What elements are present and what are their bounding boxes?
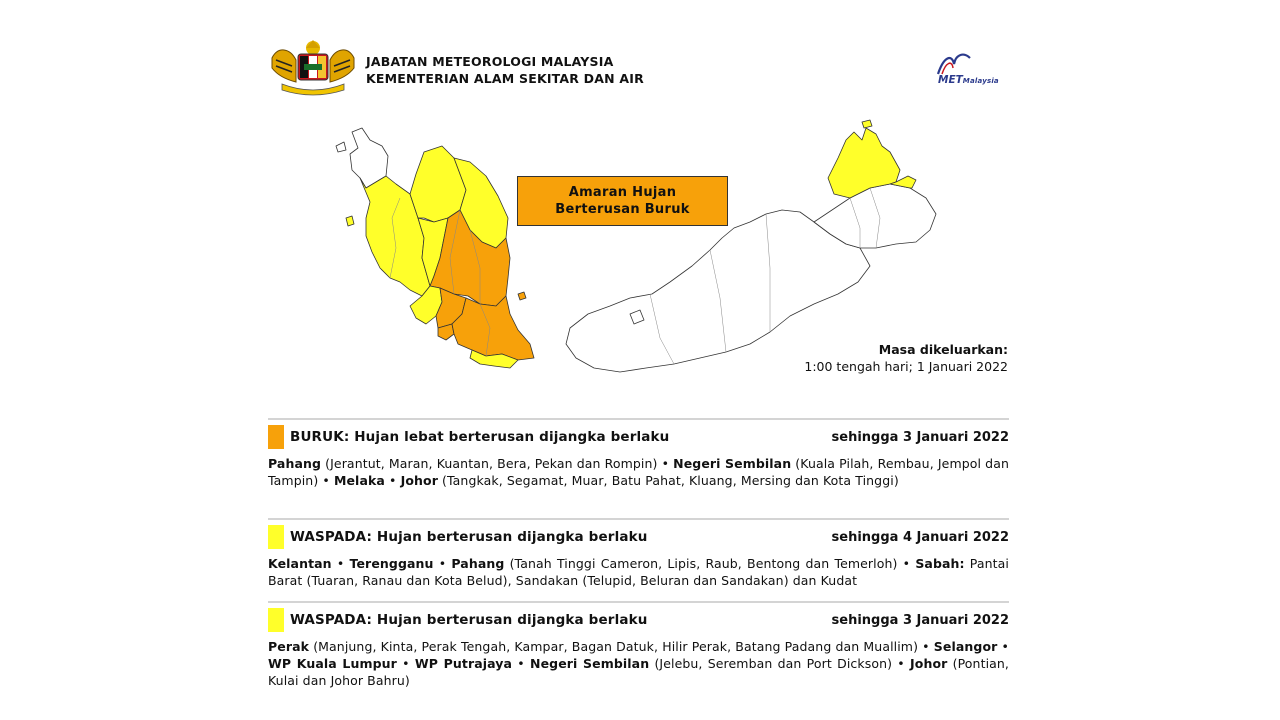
warning-legend-box [517, 176, 728, 226]
severity-swatch [268, 525, 284, 549]
warning-section-waspada-1 [268, 518, 1009, 589]
met-logo-main: MET [938, 74, 963, 86]
section-areas [268, 638, 1009, 689]
section-header [268, 607, 1009, 633]
warning-section-waspada-2 [268, 601, 1009, 689]
section-title: WASPADA: Hujan berterusan dijangka berlaku [290, 529, 648, 545]
separator: • [331, 556, 350, 571]
met-logo-sub: Malaysia [962, 77, 999, 85]
legend-line2: Berterusan Buruk [555, 202, 690, 217]
state-name: Pahang [451, 556, 505, 571]
state-name: Kelantan [268, 556, 332, 571]
state-name: Johor [400, 473, 438, 488]
state-name: Negeri Sembilan [673, 456, 792, 471]
districts: (Kuala Pilah, Rembau, Jempol dan Tampin) • [268, 456, 1009, 488]
section-title: WASPADA: Hujan berterusan dijangka berlaku [290, 612, 648, 628]
districts: (Tanah Tinggi Cameron, Lipis, Raub, Bentong dan Temerloh) • [504, 556, 916, 571]
districts: (Jelebu, Seremban dan Port Dickson) • [649, 656, 911, 671]
met-malaysia-wordmark [938, 74, 999, 86]
section-areas [268, 555, 1009, 589]
east-malaysia [566, 120, 936, 372]
peninsular-malaysia [336, 128, 534, 368]
issued-time [804, 341, 1008, 375]
state-name: WP Kuala Lumpur [268, 656, 397, 671]
state-name: Pahang [268, 456, 322, 471]
tioman-island [518, 292, 526, 300]
districts: Pantai Barat (Tuaran, Ranau dan Kota Belud), Sandakan (Telupid, Beluran dan Sandakan) dan Kudat [268, 556, 1010, 588]
malaysia-coat-of-arms-icon [268, 38, 358, 100]
section-until: sehingga 4 Januari 2022 [831, 529, 1009, 545]
legend-line1: Amaran Hujan [568, 185, 677, 200]
severity-swatch [268, 425, 284, 449]
state-name: Negeri Sembilan [530, 656, 650, 671]
banggi-island [862, 120, 872, 128]
state-name: Johor [910, 656, 948, 671]
section-header [268, 424, 1009, 450]
langkawi-island [336, 142, 346, 152]
kelantan-region [410, 146, 466, 222]
section-header [268, 524, 1009, 550]
issued-value: 1:00 tengah hari; 1 Januari 2022 [804, 359, 1008, 374]
warning-section-buruk [268, 418, 1009, 489]
state-name: Melaka [333, 473, 385, 488]
agency-name: JABATAN METEOROLOGI MALAYSIA [366, 54, 614, 69]
districts: (Tangkak, Segamat, Muar, Batu Pahat, Kluang, Mersing dan Kota Tinggi) [437, 473, 899, 488]
state-name: Perak [268, 639, 310, 654]
penang-island [346, 216, 354, 226]
separator: • [512, 656, 531, 671]
districts: (Manjung, Kinta, Perak Tengah, Kampar, Bagan Datuk, Hilir Perak, Batang Padang dan Muallim) • [309, 639, 934, 654]
section-title: BURUK: Hujan lebat berterusan dijangka berlaku [290, 429, 670, 445]
section-until: sehingga 3 Januari 2022 [831, 429, 1009, 445]
state-name: Sabah: [915, 556, 965, 571]
districts: (Pontian, Kulai dan Johor Bahru) [268, 656, 1010, 688]
section-until: sehingga 3 Januari 2022 [831, 612, 1009, 628]
separator: • [396, 656, 415, 671]
ministry-name: KEMENTERIAN ALAM SEKITAR DAN AIR [366, 71, 644, 86]
state-name: Selangor [933, 639, 998, 654]
johor-region [452, 296, 534, 360]
agency-names [366, 53, 644, 87]
districts: (Jerantut, Maran, Kuantan, Bera, Pekan dan Rompin) • [321, 456, 674, 471]
separator: • [997, 639, 1010, 654]
section-areas [268, 455, 1009, 489]
separator: • [433, 556, 452, 571]
separator: • [384, 473, 401, 488]
severity-swatch [268, 608, 284, 632]
state-name: WP Putrajaya [414, 656, 513, 671]
issued-label: Masa dikeluarkan: [878, 342, 1008, 357]
state-name: Terengganu [349, 556, 434, 571]
